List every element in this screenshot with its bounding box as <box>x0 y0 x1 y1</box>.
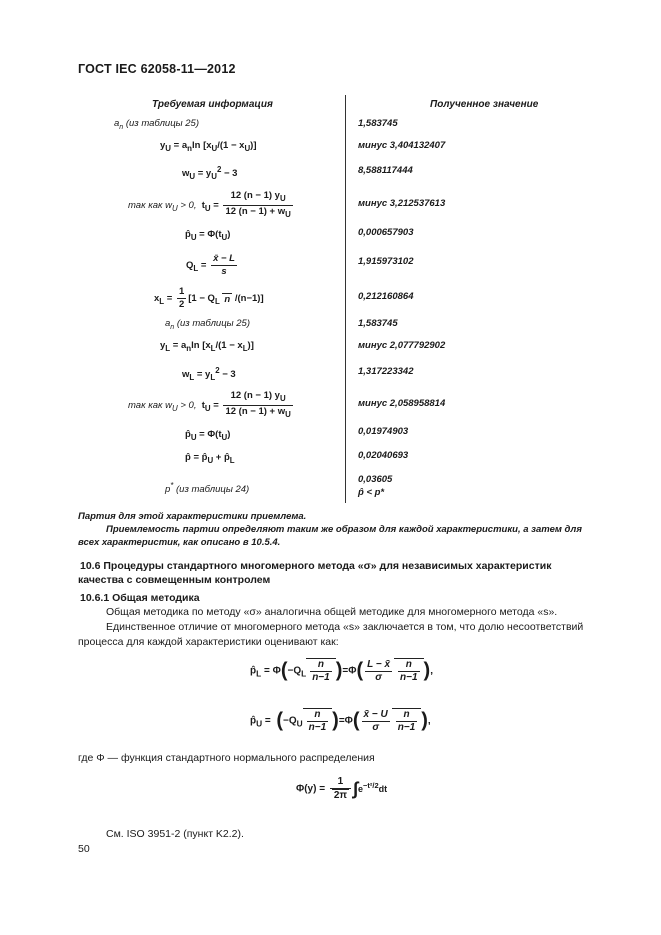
note-acceptance-line2: всех характеристик, как описано в 10.5.4. <box>78 537 281 548</box>
value-12: 0,01974903 <box>358 426 409 437</box>
formula-an-2: $a_n$ (из таблицы 25) <box>165 318 251 331</box>
equation-pu: $p̂_U = (-Q_U$ $\frac{n}{n-1}$ )=Φ( $\frac{x̄ - U}{\sigma}$ $\frac{n}{n-1}$ ), <box>250 708 431 733</box>
formula-xl: $x_L$ = $\frac{1}{2}$ [$1 - Q_L$ n /(n−1)] <box>154 286 264 310</box>
subsection-heading: 10.6.1 Общая методика <box>80 592 200 604</box>
value-7: 0,212160864 <box>358 291 414 302</box>
equation-phi: Φ(y) = $\frac{1}{2\pi}$ $\int e^{-t^2/2}dt$ <box>296 776 388 801</box>
formula-yu: $y_U = a_n\ln$ $[x_U/(1 - x_U)]$ <box>160 140 257 153</box>
formula-tu-2: так как $w_U > 0$, $t_U$ = $\frac{12 (n - 1) y_U}{12 (n - 1) + w_U}$ <box>128 390 291 419</box>
value-13: 0,02040693 <box>358 450 409 461</box>
note-acceptance-line1: Приемлемость партии определяют таким же образом для каждой характеристики, а затем для <box>106 524 582 535</box>
value-conclusion: p̂ < p* <box>358 487 385 498</box>
paragraph-difference-line2: процесса для каждой характеристики оценивают как: <box>78 636 339 648</box>
formula-an-1: $a_n$ (из таблицы 25) <box>114 118 200 131</box>
formula-wl: $w_L = y_L^2 - 3$ <box>182 366 236 383</box>
column-header-required: Требуемая информация <box>152 99 273 110</box>
formula-p-sum: p̂ = $p̂_U$ + $p̂_L$ <box>185 452 235 465</box>
value-8: 1,583745 <box>358 318 398 329</box>
page-number: 50 <box>78 843 90 855</box>
section-heading-line1: 10.6 Процедуры стандартного многомерного метода «σ» для независимых характеристик <box>80 560 552 572</box>
paragraph-difference-line1: Единственное отличие от многомерного метода «s» заключается в том, что долю несоответствий <box>106 621 584 633</box>
formula-pstar: p* (из таблицы 24) <box>165 481 250 496</box>
value-9: минус 2,077792902 <box>358 340 446 351</box>
table-divider <box>345 95 346 503</box>
formula-yl: $y_L = a_n\ln$ $[x_L/(1 - x_L)]$ <box>160 340 254 353</box>
paragraph-phi-definition: где Φ — функция стандартного нормального распределения <box>78 752 375 764</box>
document-header: ГОСТ IEC 62058-11—2012 <box>78 62 236 76</box>
value-10: 1,317223342 <box>358 366 414 377</box>
value-11: минус 2,058958814 <box>358 398 446 409</box>
note-acceptable: Партия для этой характеристики приемлема. <box>78 511 307 522</box>
paragraph-general: Общая методика по методу «σ» аналогична общей методике для многомерного метода «s». <box>106 606 558 618</box>
equation-pl: $p̂_L = \Phi(-Q_L$ $\frac{n}{n-1}$ )=Φ( $\frac{L - x̄}{\sigma}$ $\frac{n}{n-1}$ ), <box>250 658 433 683</box>
column-header-obtained: Полученное значение <box>430 99 539 110</box>
formula-ql: $Q_L$ = $\frac{x̄ - L}{s}$ <box>186 253 235 277</box>
value-4: минус 3,212537613 <box>358 198 446 209</box>
value-5: 0,000657903 <box>358 227 414 238</box>
section-heading-line2: качества с совмещенным контролем <box>78 574 271 586</box>
value-6: 1,915973102 <box>358 256 414 267</box>
formula-wu: $w_U = y_U^2 - 3$ <box>182 165 238 182</box>
value-2: минус 3,404132407 <box>358 140 446 151</box>
value-3: 8,588117444 <box>358 165 413 176</box>
reference-iso: См. ISO 3951-2 (пункт K2.2). <box>106 828 244 840</box>
formula-pu-2: $p̂_U = \Phi(t_U)$ <box>185 429 231 442</box>
formula-pu-1: $p̂_U = \Phi(t_U)$ <box>185 229 231 242</box>
value-1: 1,583745 <box>358 118 398 129</box>
value-14: 0,03605 <box>358 474 393 485</box>
formula-tu-1: так как $w_U > 0$, $t_U$ = $\frac{12 (n - 1) y_U}{12 (n - 1) + w_U}$ <box>128 190 291 219</box>
